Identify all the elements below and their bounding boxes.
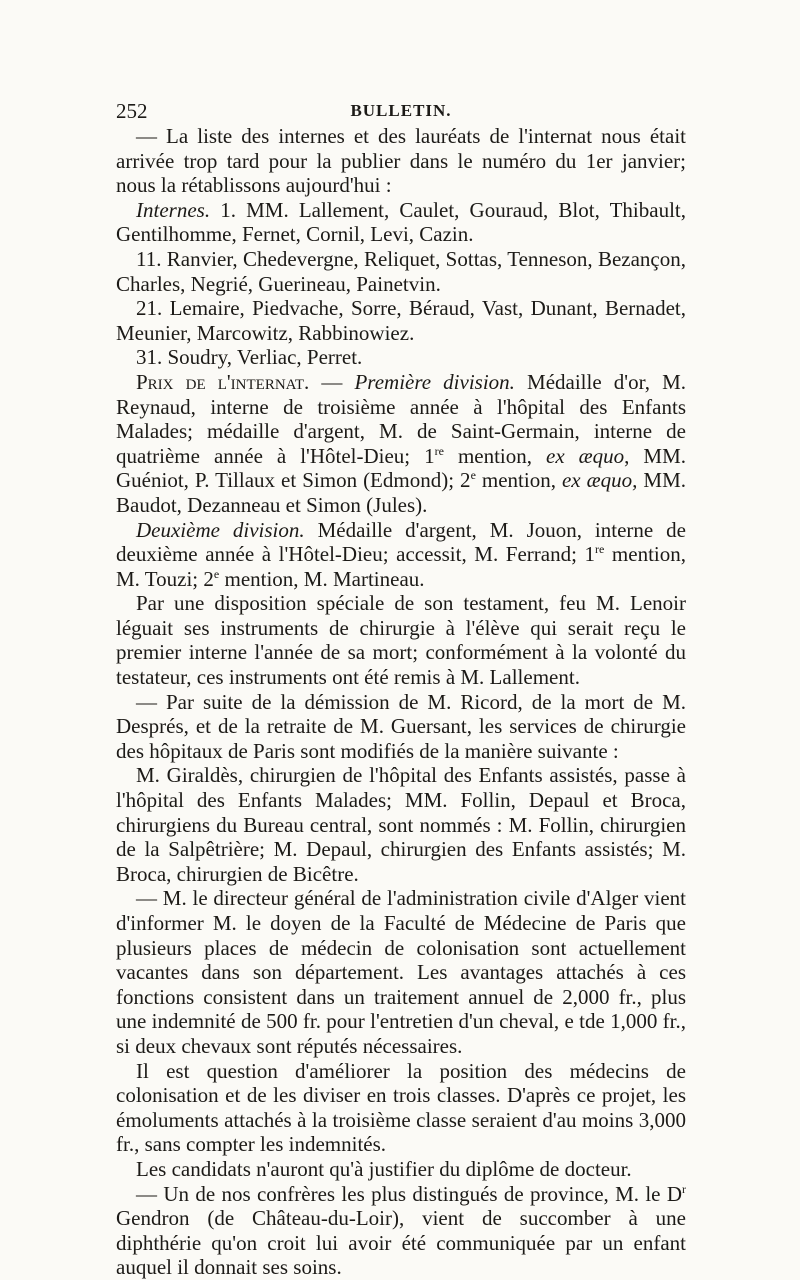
paragraph-internes-1	[116, 198, 686, 247]
paragraph-internes-11: 11. Ranvier, Chedevergne, Reliquet, Sottas, Tenneson, Bezançon, Charles, Negrié, Guerineau, Painetvin.	[116, 246, 686, 296]
paragraph-prix-deuxieme	[116, 518, 686, 592]
running-head: BULLETIN.	[350, 101, 452, 120]
ex-aequo: ex æquo	[546, 443, 625, 468]
dash: —	[309, 369, 355, 394]
text-run: Médaille d'argent, M. Jouon, interne de deuxième année à l'Hôtel-Dieu; accessit, M. Ferrand; 1	[116, 517, 686, 567]
paragraph-gendron	[116, 1182, 686, 1280]
text-run: mention, M. Martineau.	[219, 566, 425, 591]
body-text	[116, 124, 686, 1280]
internes-label: Internes.	[136, 197, 211, 222]
paragraph-colonisation: Il est question d'améliorer la position des médecins de colonisation et de les diviser en trois classes. D'après ce projet, les émoluments attachés à la troisième classe seraient d'au moins 3,000 fr., sans compter les indemnités.	[116, 1058, 686, 1157]
text-run: Gendron (de Château-du-Loir), vient de succomber à une diphthérie qu'on croit lui avoir été communiquée par un enfant auquel il donnait ses soins.	[116, 1206, 686, 1280]
internes-list-1: 1. MM. Lallement, Caulet, Gouraud, Blot, Thibault, Gentilhomme, Fernet, Cornil, Levi, Cazin.	[116, 197, 686, 247]
superscript: e	[213, 566, 220, 581]
text-run: mention,	[475, 468, 562, 493]
text-run: Médaille d'or, M. Reynaud, interne de troisième année à l'hôpital des Enfants Malades; médaille d'argent, M. de Saint-Germain, interne de quatrième année à l'Hôtel-Dieu; 1	[116, 369, 687, 468]
paragraph-intro: — La liste des internes et des lauréats de l'internat nous était arrivée trop tard pour la publier dans le numéro du 1er janvier; nous la rétablissons aujourd'hui :	[116, 124, 686, 198]
paragraph-internes-21: 21. Lemaire, Piedvache, Sorre, Béraud, Vast, Dunant, Bernadet, Meunier, Marcowitz, Rabbinowiez.	[116, 296, 686, 345]
paragraph-alger: — M. le directeur général de l'administration civile d'Alger vient d'informer M. le doyen de la Faculté de Médecine de Paris que plusieurs places de médecin de colonisation sont actuellement vacantes dans son département. Les avantages attachés à ces fonctions consistent dans un traitement annuel de 2,000 fr., plus une indemnité de 500 fr. pour l'entretien d'un cheval, e tde 1,000 fr., si deux chevaux sont réputés nécessaires.	[116, 886, 686, 1058]
superscript: e	[470, 468, 476, 483]
superscript: r	[682, 1181, 686, 1196]
text-run: mention, M. Touzi; 2	[116, 542, 686, 591]
text-run: , MM. Guéniot, P. Tillaux et Simon (Edmond); 2	[116, 443, 686, 493]
superscript: re	[434, 443, 444, 458]
paragraph-prix-premiere	[116, 370, 686, 518]
premiere-division-label: Première division.	[354, 369, 515, 394]
paragraph-internes-31: 31. Soudry, Verliac, Perret.	[136, 345, 363, 370]
superscript: re	[595, 542, 605, 557]
paragraph-lenoir: Par une disposition spéciale de son testament, feu M. Lenoir léguait ses instruments de chirurgie à l'élève qui serait reçu le premier interne l'année de sa mort; conformément à la volonté du testateur, ces instruments ont été remis à M. Lallement.	[116, 591, 686, 690]
running-header	[116, 98, 686, 124]
text-run: mention,	[443, 443, 547, 468]
paragraph-giraldes: M. Giraldès, chirurgien de l'hôpital des Enfants assistés, passe à l'hôpital des Enfants Malades; MM. Follin, Depaul et Broca, chirurgiens du Bureau central, sont nommés : M. Follin, chirurgien de la Salpêtrière; M. Depaul, chirurgien des Enfants assistés; M. Broca, chirurgien de Bicêtre.	[116, 763, 686, 886]
text-run: — Un de nos confrères les plus distingués de province, M. le D	[136, 1181, 682, 1206]
paragraph-ricord: — Par suite de la démission de M. Ricord, de la mort de M. Després, et de la retraite de M. Guersant, les services de chirurgie des hôpitaux de Paris sont modifiés de la manière suivante :	[116, 689, 686, 763]
paragraph-candidats: Les candidats n'auront qu'à justifier du diplôme de docteur.	[136, 1156, 632, 1181]
text-run: MM. Baudot, Dezanneau et Simon (Jules).	[116, 468, 686, 517]
page-number: 252	[116, 99, 148, 123]
ex-aequo: ex æquo,	[561, 468, 638, 493]
prix-label: Prix de l'internat.	[136, 369, 310, 394]
deuxieme-division-label: Deuxième division.	[136, 517, 305, 542]
